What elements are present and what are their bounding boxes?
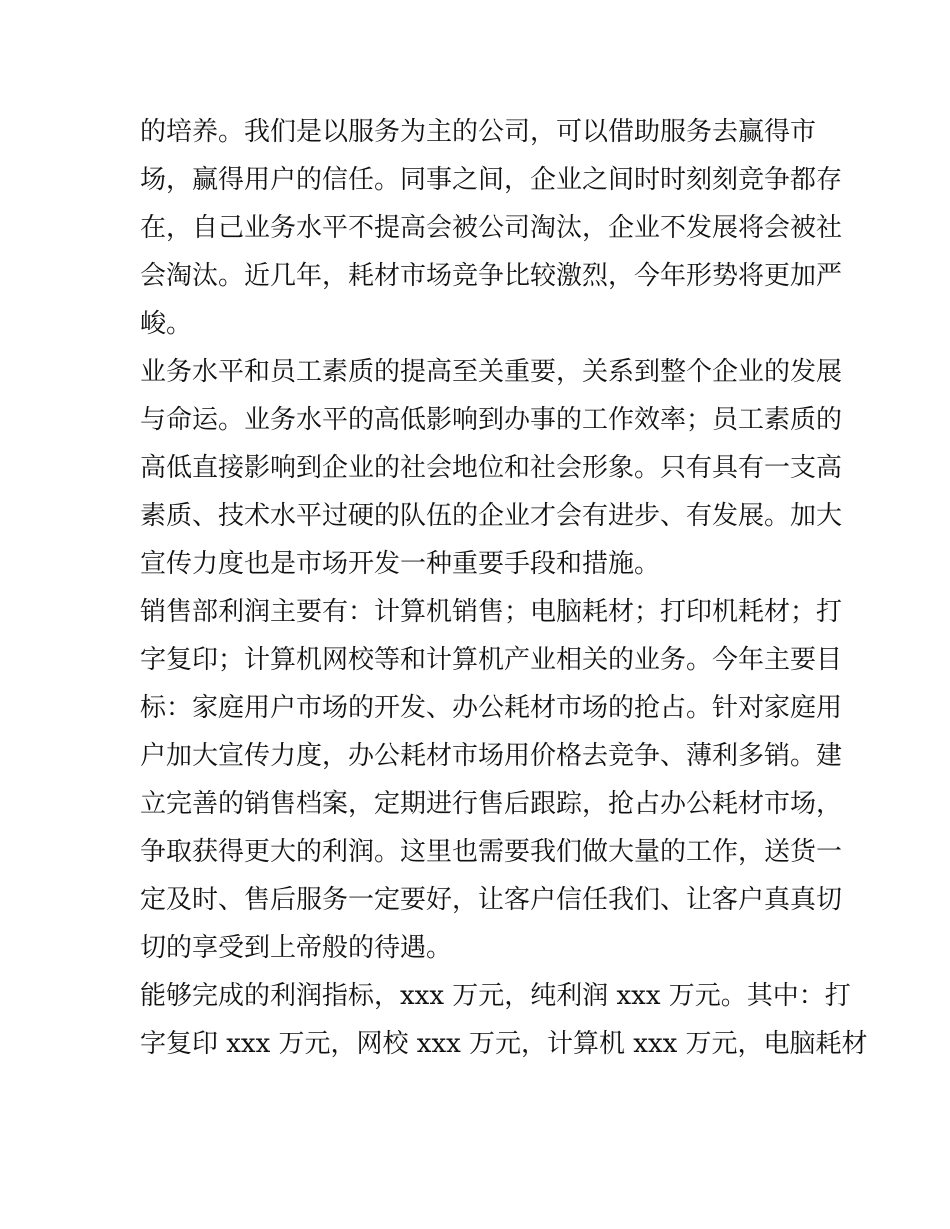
text-line: 业务水平和员工素质的提高至关重要，关系到整个企业的发展 [140, 357, 843, 387]
paragraph-staff-quality [140, 348, 843, 588]
text-line: 会淘汰。近几年，耗材市场竞争比较激烈，今年形势将更加严 [140, 261, 843, 291]
text-line: 字复印；计算机网校等和计算机产业相关的业务。今年主要目 [140, 645, 843, 675]
text-line: 定及时、售后服务一定要好，让客户信任我们、让客户真真切 [140, 885, 843, 915]
text-line: 峻。 [140, 309, 193, 339]
text-line: 高低直接影响到企业的社会地位和社会形象。只有具有一支高 [140, 453, 843, 483]
text-line: 的培养。我们是以服务为主的公司，可以借助服务去赢得市 [140, 117, 817, 147]
document-body [140, 108, 868, 1068]
text-line: 销售部利润主要有：计算机销售；电脑耗材；打印机耗材；打 [140, 597, 843, 627]
text-line: 标：家庭用户市场的开发、办公耗材市场的抢占。针对家庭用 [140, 693, 843, 723]
paragraph-profit-targets [140, 972, 868, 1068]
text-line: 能够完成的利润指标，xxx 万元，纯利润 xxx 万元。其中：打 [140, 981, 851, 1011]
text-line: 户加大宣传力度，办公耗材市场用价格去竞争、薄利多销。建 [140, 741, 843, 771]
paragraph-talent-training [140, 108, 843, 348]
text-line: 切的享受到上帝般的待遇。 [140, 933, 453, 963]
text-line: 争取获得更大的利润。这里也需要我们做大量的工作，送货一 [140, 837, 843, 867]
text-line: 在，自己业务水平不提高会被公司淘汰，企业不发展将会被社 [140, 213, 843, 243]
text-line: 与命运。业务水平的高低影响到办事的工作效率；员工素质的 [140, 405, 843, 435]
text-line: 宣传力度也是市场开发一种重要手段和措施。 [140, 549, 661, 579]
text-line: 字复印 xxx 万元，网校 xxx 万元，计算机 xxx 万元，电脑耗材 [140, 1029, 868, 1059]
text-line: 场，赢得用户的信任。同事之间，企业之间时时刻刻竞争都存 [140, 165, 843, 195]
text-line: 立完善的销售档案，定期进行售后跟踪，抢占办公耗材市场， [140, 789, 843, 819]
text-line: 素质、技术水平过硬的队伍的企业才会有进步、有发展。加大 [140, 501, 843, 531]
paragraph-sales-profit [140, 588, 843, 972]
